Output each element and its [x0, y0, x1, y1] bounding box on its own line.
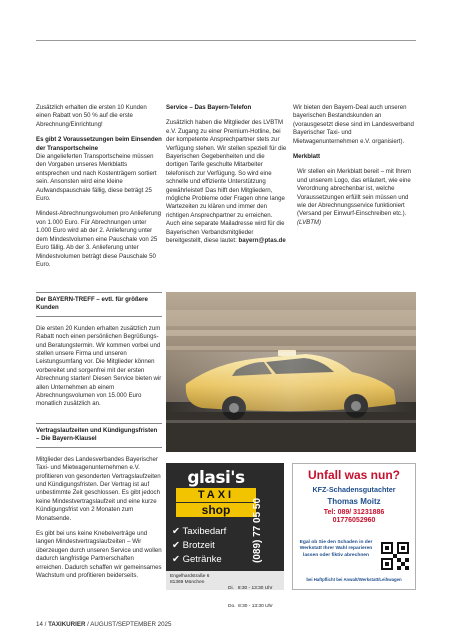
glasis-logo: glasi's	[187, 468, 245, 488]
vertrag-text-1: Mitglieder des Landesverbandes Bayerischer Taxi- und Mietwagenunternehmen e.V. profitieren von gesonderten Vertragslaufzeiten und Kündigungsfristen. Der Vertrag ist auf unbestimmte Zeit geschlossen. Es gibt jedoch keine Mindestvertragslaufzeit und eine kurze Kündigungsfrist von 2 Monaten zum Monatsende.	[36, 455, 161, 522]
item-row: ✔ Taxibedarf	[172, 526, 227, 537]
bayern-treff-section	[36, 292, 162, 416]
bayern-telefon-text: Zusätzlich haben die Mitglieder des LVBTM e.V. Zugang zu einer Premium-Hotline, bei der kompetente Ansprechpartner stets zur Verfügung stehen. Wir stellen speziell für die Bayerischen Gegebenheiten und die dortigen Tarife geschulte Mitarbeiter telefonisch zur Verfügung. So wird eine schnelle und effiziente Unterstützung gewährleistet! Das hilft den Mitgliedern, mögliche Probleme oder Fragen ohne lange Wartezeiten zu klären und immer den richtigen Ansprechpartner zu erreichen.	[166, 119, 287, 219]
glasis-taxishop-ad[interactable]	[166, 463, 284, 609]
unfall-body: Egal ob Sie den Schaden in der Werkstatt Ihrer Wahl reparieren lassen oder fiktiv abrechnen	[299, 540, 373, 558]
unfall-subtitle: KFZ-Schadensgutachter	[312, 485, 396, 494]
merkblatt-heading: Merkblatt	[293, 153, 321, 161]
vertrag-text-2: Es gibt bei uns keine Knebelverträge und langen Mindestvertragslaufzeiten – Wir überzeugen durch unseren Service und wollen dadurch langfristige Partnerschaften erreichen. Dadurch schaffen wir gemeinsames Wachstum und profitieren beiderseits.	[36, 530, 162, 580]
magazine-name: TAXIKURIER	[48, 621, 86, 628]
item-row: ✔ Brotzeit	[172, 540, 215, 551]
intro-text: Zusätzlich erhalten die ersten 10 Kunden einen Rabatt von 50 % auf die erste Abrechnung/Einrichtung!	[36, 104, 147, 128]
taxi-photo-illustration	[166, 292, 416, 452]
glasis-address: Engelhardstraße 6 81369 München Di. 8:30 - 13:30 Uhr Do. 8:30 - 13:30 Uhr	[166, 571, 284, 590]
check-icon: ✔	[172, 554, 180, 565]
bayern-treff-heading: Der BAYERN-TREFF – evtl. für größere Kunden	[36, 296, 148, 312]
page-footer: 14 / TAXIKURIER / AUGUST/SEPTEMBER 2025	[36, 621, 172, 628]
taxi-photo	[166, 292, 416, 452]
unfall-gutachter-ad[interactable]	[292, 463, 416, 590]
column-2	[166, 104, 288, 253]
glasis-phone[interactable]: (089) 77 05 50	[252, 497, 263, 563]
qr-code-icon	[381, 542, 409, 570]
top-rule	[36, 40, 416, 41]
unfall-footer: bei Haftpflicht bei Anwalt/Werkstatt/Leihwagen	[306, 577, 402, 582]
check-icon: ✔	[172, 540, 180, 551]
unfall-mobile[interactable]: 01776052960	[332, 517, 376, 524]
bayern-treff-text: Die ersten 20 Kunden erhalten zusätzlich zum Rabatt noch einen persönlichen Begrüßungs- und Beratungstermin. Wir kommen vorbei und stellen unsere Firma und unseren Leistungsumfang vor. Die Mitglieder können vorbereitet und sorgenfrei mit der ersten Abrechnung starten! Diesen Service bieten wir allen Unternehmen ab einem Abrechnungsvolumen von 15.000 Euro monatlich zusätzlich an.	[36, 324, 162, 408]
voraussetzungen-heading: Es gibt 2 Voraussetzungen beim Einsenden der Transportscheine	[36, 136, 162, 152]
unfall-title: Unfall was nun?	[307, 468, 400, 482]
bayern-telefon-heading: Service – Das Bayern-Telefon	[166, 104, 252, 111]
glasis-items	[172, 525, 226, 567]
mail-text: Auch eine separate Mailadresse wird für die Bayerischen Verbandsmitglieder bereitgestellt, diese lautet:	[166, 220, 285, 245]
unfall-tel[interactable]: Tel: 089/ 31231886	[323, 509, 385, 516]
item-row: ✔ Getränke	[172, 554, 222, 565]
issue-date: AUGUST/SEPTEMBER 2025	[90, 621, 172, 628]
voraussetzungen-text: Die angelieferten Transportscheine müssen den Vorgaben unseres Merkblatts entsprechen und nach Kostenträgern sortiert sein. Ansonsten wird eine kleine Aufwandspauschale fällig, diese beträgt 25 Euro.	[36, 153, 157, 203]
merkblatt-text: Wir stellen ein Merkblatt bereit – mit Ihrem und unserem Logo, das erläutert, wie eine Verordnung abrechenbar ist, welche Voraussetzungen erfüllt sein müssen und wie der Abrechnungsservice funktioniert (Versand per Einwurf-Einschreiben etc.).	[297, 168, 412, 218]
check-icon: ✔	[172, 526, 180, 537]
column-3	[293, 104, 417, 234]
vertrag-heading: Vertragslaufzeiten und Kündigungsfristen – Die Bayern-Klausel	[36, 427, 158, 443]
unfall-name: Thomas Moitz	[327, 497, 381, 506]
signature: (LVBTM)	[297, 218, 322, 226]
taxi-sign: TAXI	[176, 488, 256, 502]
page-number: 14	[36, 621, 43, 628]
column-1	[36, 104, 162, 276]
shop-label: shop	[176, 503, 256, 517]
bestandskunden-text: Wir bieten den Bayern-Deal auch unseren bayerischen Bestandskunden an (vorausgesetzt diese sind im Landesverband Bayerischer Taxi- und Mietwagenunternehmen e.V. organisiert).	[293, 104, 414, 145]
vertrag-section	[36, 423, 162, 588]
mindest-text: Mindest-Abrechnungsvolumen pro Anlieferung von 1.000 Euro. Für Abrechnungen unter 1.000 Euro wird ab der 2. Anlieferung unter dem Mindestvolumen eine Pauschale von 25 Euro fällig. Ab der 3. Anlieferung unter Mindestvolumen beträgt diese Pauschale 50 Euro.	[36, 210, 161, 268]
email-address[interactable]: bayern@ptas.de	[238, 237, 286, 245]
